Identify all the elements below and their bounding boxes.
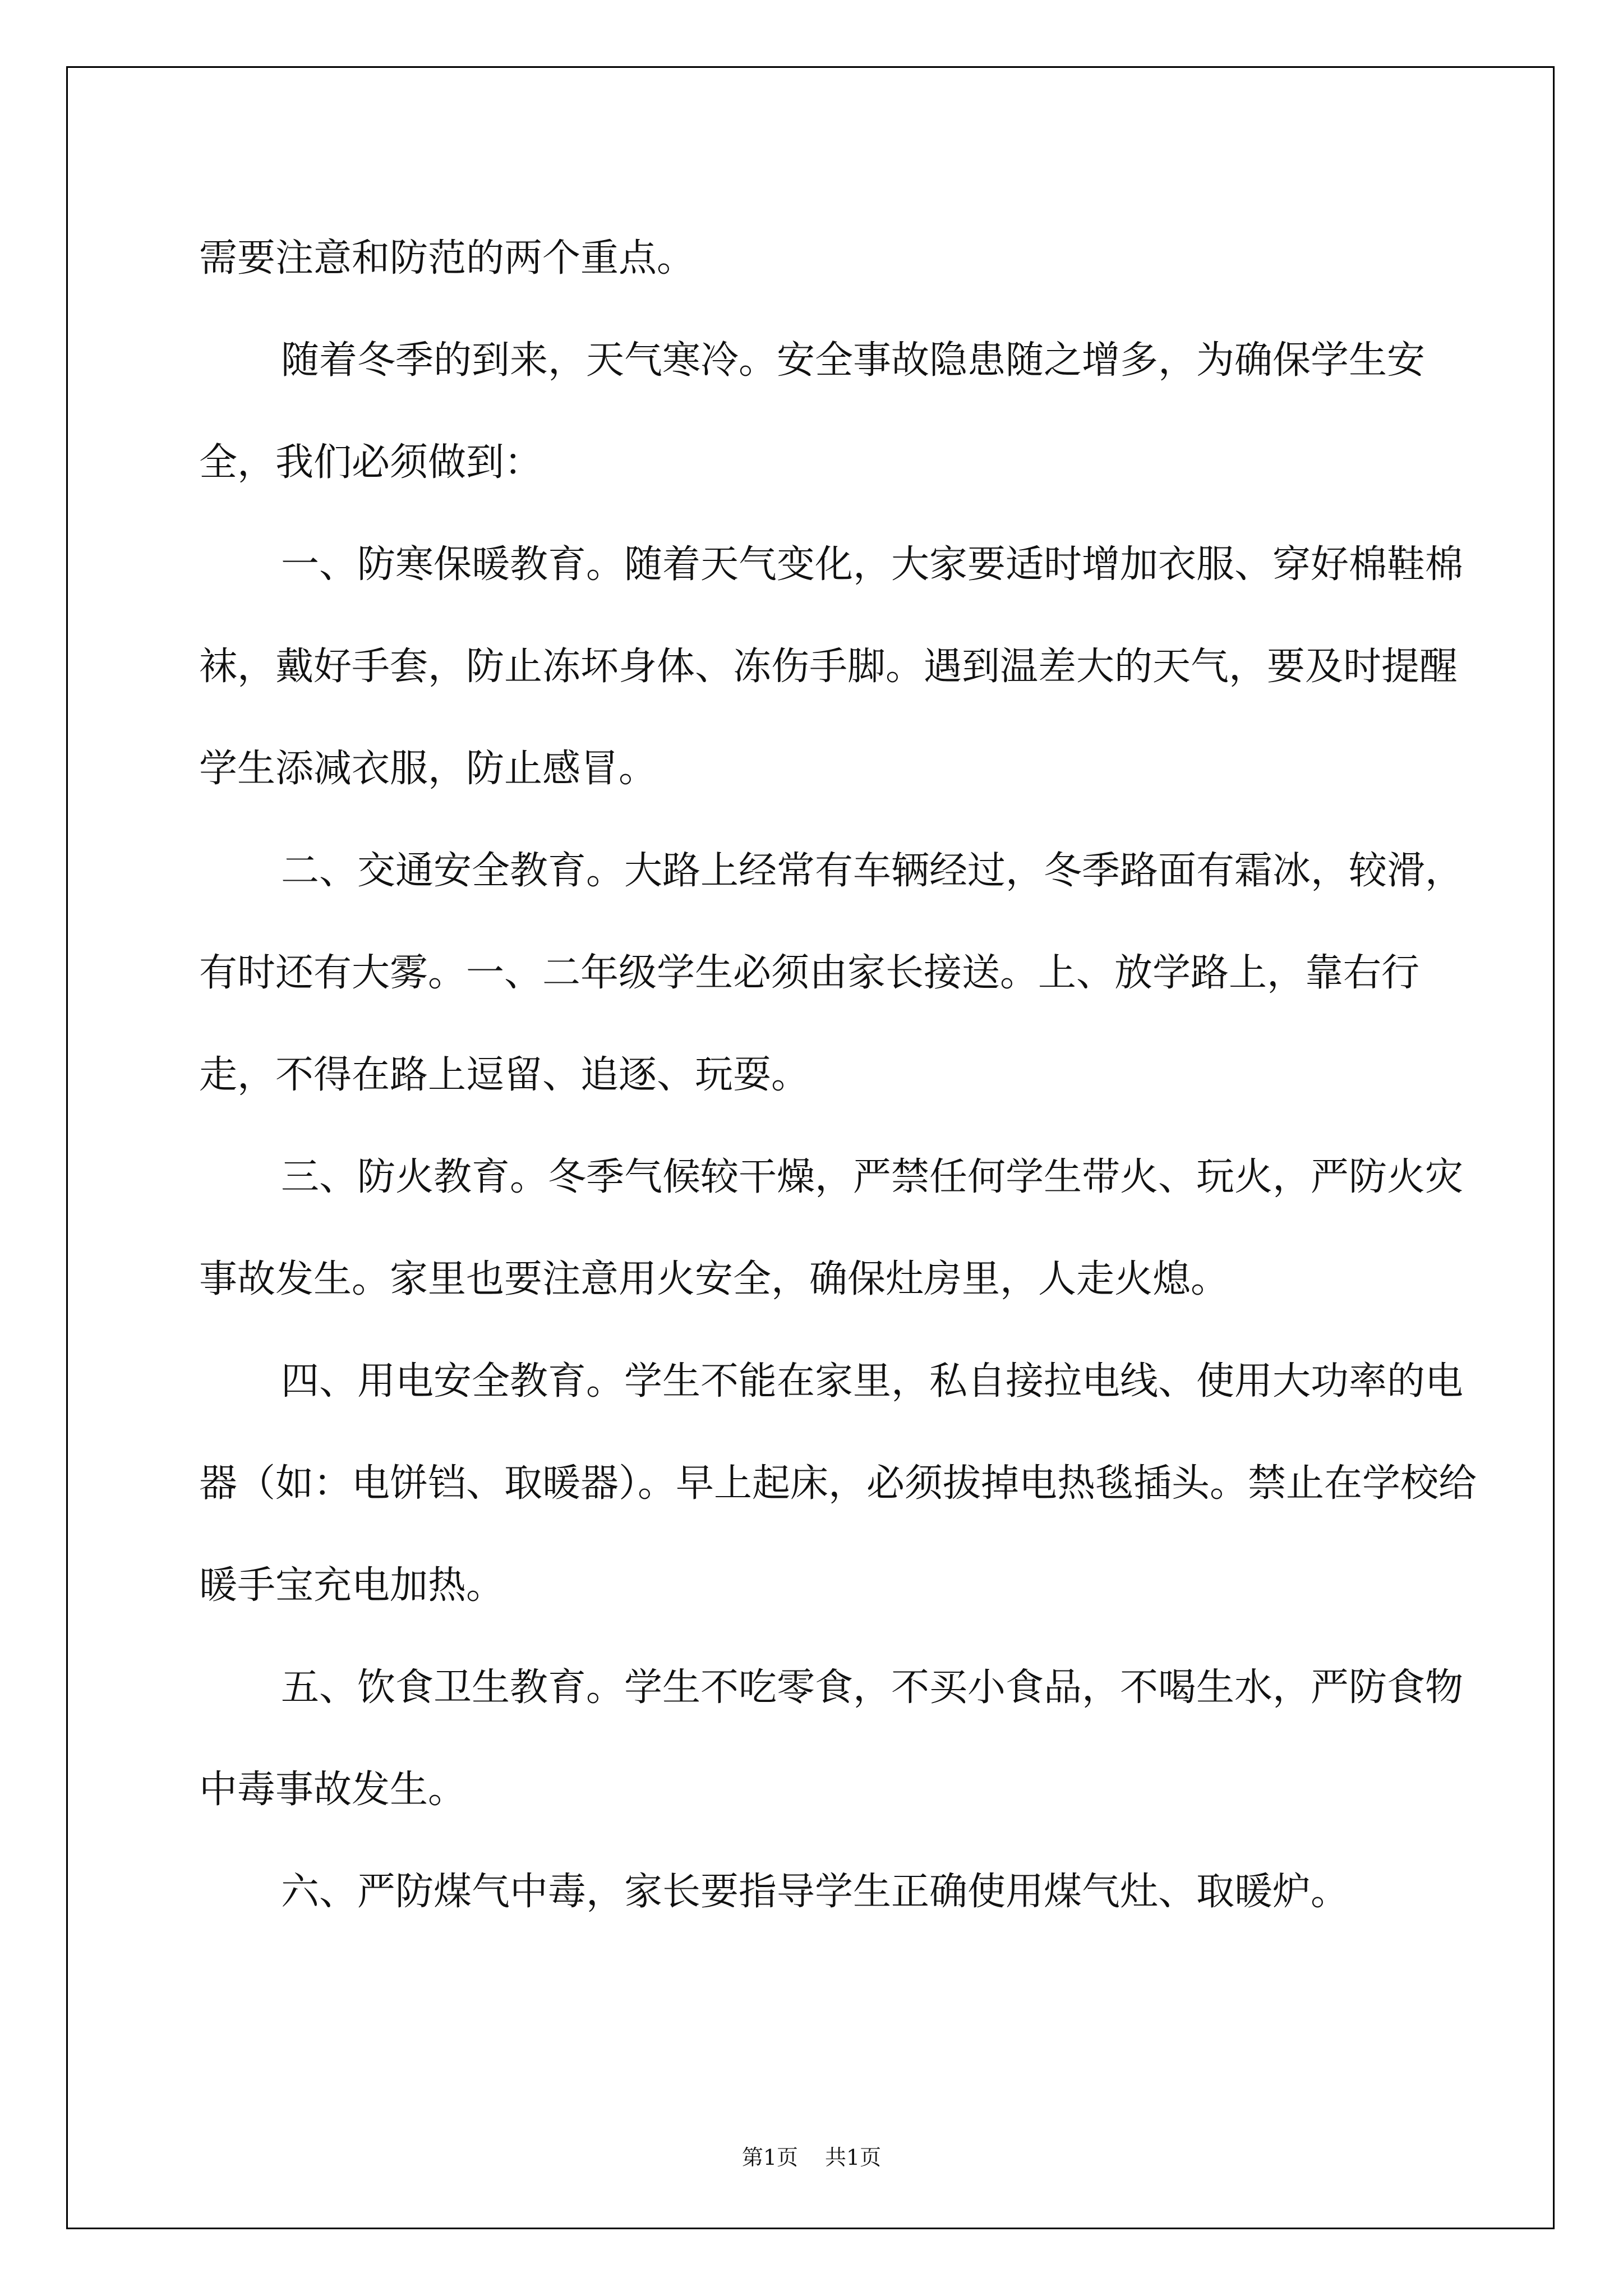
page-number-total: 共1页 — [825, 2145, 882, 2170]
paragraph-item-4: 四、用电安全教育。学生不能在家里，私自接拉电线、使用大功率的电器（如：电饼铛、取暖器）。早上起床，必须拔掉电热毯插头。禁止在学校给暖手宝充电加热。 — [199, 1359, 1477, 1608]
paragraph-intro: 随着冬季的到来，天气寒冷。安全事故隐患随之增多，为确保学生安全，我们必须做到： — [199, 338, 1426, 485]
paragraph-item-2: 二、交通安全教育。大路上经常有车辆经过，冬季路面有霜冰，较滑，有时还有大雾。一、二年级学生必须由家长接送。上、放学路上，靠右行走，不得在路上逗留、追逐、玩耍。 — [199, 849, 1464, 1097]
paragraph-continuation: 需要注意和防范的两个重点。 — [199, 236, 695, 280]
page-number-current: 第1页 — [741, 2145, 798, 2170]
paragraph-item-6: 六、严防煤气中毒，家长要指导学生正确使用煤气灶、取暖炉。 — [281, 1870, 1349, 1914]
paragraph-item-5: 五、饮食卫生教育。学生不吃零食，不买小食品，不喝生水，严防食物中毒事故发生。 — [199, 1665, 1464, 1812]
document-body — [199, 208, 1489, 1943]
page-footer — [0, 2140, 1623, 2171]
paragraph-item-1: 一、防寒保暖教育。随着天气变化，大家要适时增加衣服、穿好棉鞋棉袜，戴好手套，防止冻坏身体、冻伤手脚。遇到温差大的天气，要及时提醒学生添减衣服，防止感冒。 — [199, 542, 1464, 791]
paragraph-item-3: 三、防火教育。冬季气候较干燥，严禁任何学生带火、玩火，严防火灾事故发生。家里也要注意用火安全，确保灶房里，人走火熄。 — [199, 1155, 1464, 1301]
